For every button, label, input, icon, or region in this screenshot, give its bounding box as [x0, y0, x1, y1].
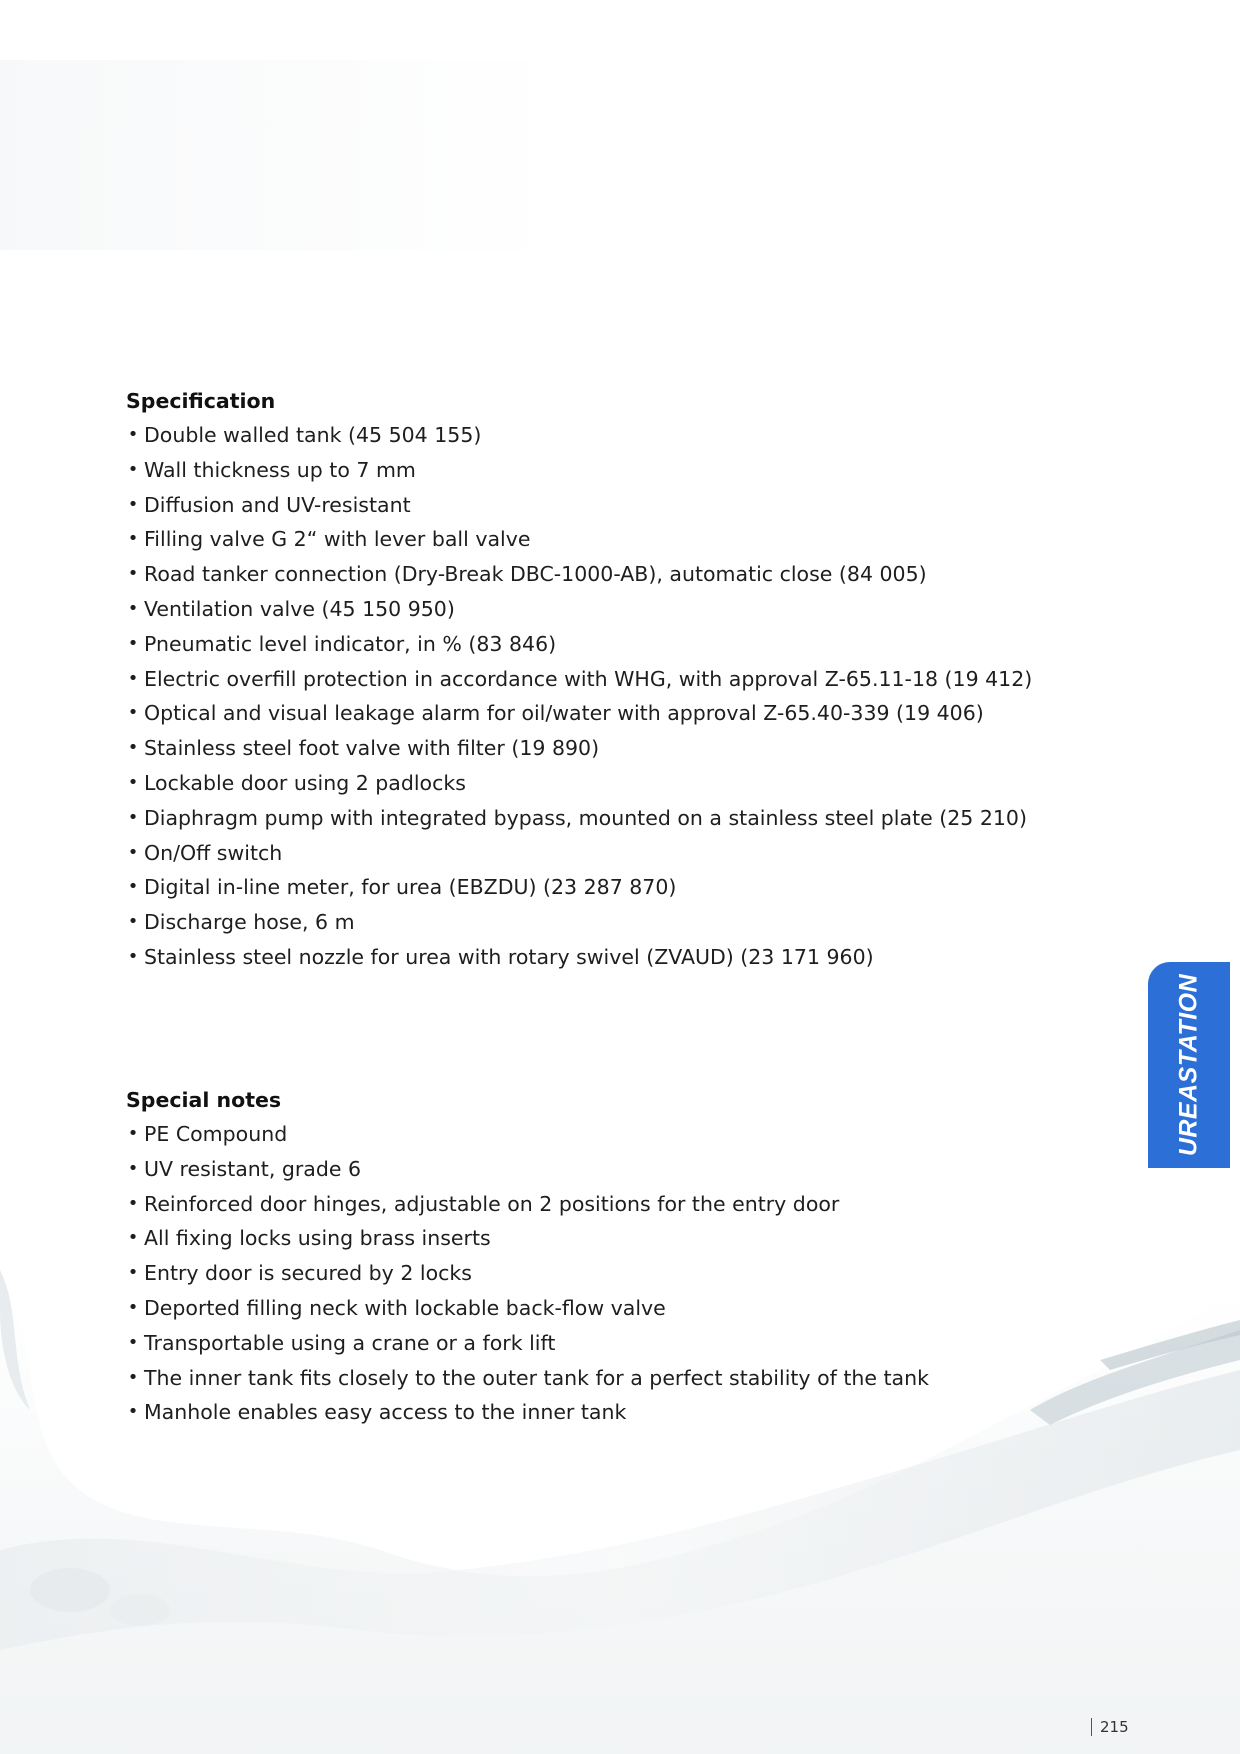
- list-item-text: Stainless steel nozzle for urea with rotary swivel (ZVAUD) (23 171 960): [144, 944, 874, 969]
- bullet-icon: •: [127, 528, 139, 550]
- bullet-icon: •: [127, 667, 139, 689]
- list-item: [126, 801, 1046, 836]
- bullet-icon: •: [127, 1227, 139, 1249]
- list-item: [126, 731, 1046, 766]
- list-item: [126, 1291, 1046, 1326]
- list-item: [126, 1187, 1046, 1222]
- list-item-text: Lockable door using 2 padlocks: [144, 770, 466, 795]
- bullet-icon: •: [127, 1331, 139, 1353]
- special-notes-heading: Special notes: [126, 1088, 282, 1112]
- category-side-tab-label: UREASTATION: [1174, 973, 1203, 1157]
- list-item: [126, 522, 1046, 557]
- bullet-icon: •: [127, 1192, 139, 1214]
- list-item-text: Digital in-line meter, for urea (EBZDU) (23 287 870): [144, 875, 677, 900]
- list-item: [126, 905, 1046, 940]
- list-item-text: Electric overfill protection in accordance with WHG, with approval Z-65.11-18 (19 412): [144, 666, 1033, 691]
- bullet-icon: •: [127, 597, 139, 619]
- list-item-text: All fixing locks using brass inserts: [144, 1226, 491, 1251]
- list-item: [126, 766, 1046, 801]
- list-item-text: Filling valve G 2“ with lever ball valve: [144, 527, 531, 552]
- list-item-text: Manhole enables easy access to the inner tank: [144, 1400, 627, 1425]
- list-item: [126, 1326, 1046, 1361]
- bullet-icon: •: [127, 563, 139, 585]
- bullet-icon: •: [127, 1366, 139, 1388]
- list-item-text: Optical and visual leakage alarm for oil/water with approval Z-65.40-339 (19 406): [144, 701, 984, 726]
- list-item: [126, 1117, 1046, 1152]
- list-item-text: Transportable using a crane or a fork lift: [144, 1330, 556, 1355]
- list-item-text: Road tanker connection (Dry-Break DBC-1000-AB), automatic close (84 005): [144, 562, 927, 587]
- list-item-text: UV resistant, grade 6: [144, 1156, 362, 1181]
- list-item-text: Wall thickness up to 7 mm: [144, 457, 416, 482]
- bullet-icon: •: [127, 424, 139, 445]
- list-item-text: PE Compound: [144, 1122, 288, 1146]
- special-notes-list: [126, 1117, 1046, 1430]
- bullet-icon: •: [127, 737, 139, 759]
- bullet-icon: •: [127, 945, 139, 967]
- list-item-text: Double walled tank (45 504 155): [144, 423, 482, 447]
- list-item-text: The inner tank fits closely to the outer tank for a perfect stability of the tank: [144, 1365, 929, 1390]
- specification-heading: Specification: [126, 389, 276, 413]
- category-side-tab: [1148, 962, 1230, 1168]
- list-item: [126, 1221, 1046, 1256]
- list-item: [126, 870, 1046, 905]
- list-item: [126, 1256, 1046, 1291]
- list-item: [126, 453, 1046, 488]
- bullet-icon: •: [127, 493, 139, 515]
- list-item-text: Deported filling neck with lockable back-flow valve: [144, 1295, 666, 1320]
- special-notes-section: [126, 1083, 1046, 1430]
- list-item-text: On/Off switch: [144, 840, 283, 865]
- bullet-icon: •: [127, 876, 139, 898]
- bullet-icon: •: [127, 771, 139, 793]
- bullet-icon: •: [127, 1401, 139, 1423]
- list-item-text: Entry door is secured by 2 locks: [144, 1261, 472, 1286]
- list-item: [126, 627, 1046, 662]
- bullet-icon: •: [127, 841, 139, 863]
- list-item-text: Discharge hose, 6 m: [144, 910, 355, 935]
- list-item-text: Reinforced door hinges, adjustable on 2 positions for the entry door: [144, 1191, 840, 1216]
- page-number: 215: [1091, 1718, 1129, 1736]
- header-image-fade: [0, 60, 560, 250]
- bullet-icon: •: [127, 806, 139, 828]
- specification-section: [126, 384, 1046, 975]
- list-item: [126, 662, 1046, 697]
- list-item-text: Stainless steel foot valve with filter (19 890): [144, 736, 600, 761]
- bullet-icon: •: [127, 632, 139, 654]
- bullet-icon: •: [127, 1262, 139, 1284]
- list-item: [126, 1152, 1046, 1187]
- list-item: [126, 940, 1046, 975]
- list-item: [126, 836, 1046, 871]
- list-item-text: Diffusion and UV-resistant: [144, 492, 411, 517]
- bullet-icon: •: [127, 702, 139, 724]
- list-item: [126, 488, 1046, 523]
- list-item: [126, 557, 1046, 592]
- bullet-icon: •: [127, 458, 139, 480]
- list-item: [126, 418, 1046, 453]
- list-item: [126, 592, 1046, 627]
- list-item-text: Ventilation valve (45 150 950): [144, 596, 455, 621]
- specification-list: [126, 418, 1046, 975]
- list-item: [126, 1361, 1046, 1396]
- list-item: [126, 1395, 1046, 1430]
- bullet-icon: •: [127, 911, 139, 933]
- list-item-text: Pneumatic level indicator, in % (83 846): [144, 631, 557, 656]
- bullet-icon: •: [127, 1157, 139, 1179]
- list-item: [126, 696, 1046, 731]
- list-item-text: Diaphragm pump with integrated bypass, mounted on a stainless steel plate (25 210): [144, 805, 1027, 830]
- bullet-icon: •: [127, 1296, 139, 1318]
- bullet-icon: •: [127, 1123, 139, 1144]
